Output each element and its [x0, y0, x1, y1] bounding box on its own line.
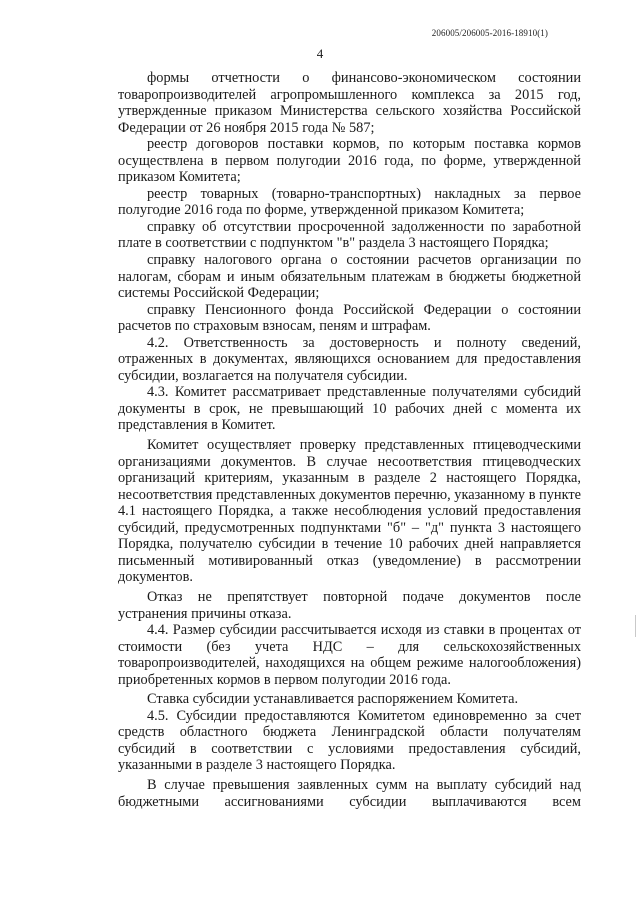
scan-edge-mark: [635, 615, 636, 637]
page-number: 4: [316, 46, 324, 61]
paragraph-4-2: 4.2. Ответственность за достоверность и полноту сведений, отраженных в документах, являющихся основанием для предоставления субсидии, возлагается на получателя субсидии.: [118, 334, 581, 384]
paragraph-pension-fund-certificate: справку Пенсионного фонда Российской Федерации о состоянии расчетов по страховым взносам, пеням и штрафам.: [118, 301, 581, 335]
paragraph-reporting-forms: формы отчетности о финансово-экономическом состоянии товаропроизводителей агропромышленного комплекса за 2015 год, утвержденные приказом Министерства сельского хозяйства Российской Федерации от 26 ноября 2015 года № 587;: [118, 70, 581, 136]
paragraph-feed-contracts-registry: реестр договоров поставки кормов, по которым поставка кормов осуществлена в первом полугодии 2016 года, по форме, утвержденной приказом Комитета;: [118, 136, 581, 186]
paragraph-waybills-registry: реестр товарных (товарно-транспортных) накладных за первое полугодие 2016 года по форме, утвержденной приказом Комитета;: [118, 185, 581, 219]
paragraph-refusal: Отказ не препятствует повторной подаче документов после устранения причины отказа.: [118, 588, 581, 622]
paragraph-committee-check: Комитет осуществляет проверку представленных птицеводческими организациями документов. В случае несоответствия птицеводческих организаций критериям, указанным в разделе 2 настоящего Порядка, несоответствия представленных документов перечню, указанному в пункте 4.1 настоящего Порядка, а также несоблюдения условий предоставления субсидий, предусмотренных подпунктами "б" – "д" пункта 3 настоящего Порядка, получателю субсидии в течение 10 рабочих дней направляется письменный мотивированный отказ (уведомление) в рассмотрении документов.: [118, 437, 581, 586]
document-body: [118, 70, 581, 810]
paragraph-tax-certificate: справку налогового органа о состоянии расчетов организации по налогам, сборам и иным обязательным платежам в бюджеты бюджетной системы Российской Федерации;: [118, 252, 581, 302]
paragraph-4-5: 4.5. Субсидии предоставляются Комитетом единовременно за счет средств областного бюджета Ленинградской области получателям субсидий в соответствии с условиями предоставления субсидий, указанными в разделе 3 настоящего Порядка.: [118, 707, 581, 774]
paragraph-salary-debt-certificate: справку об отсутствии просроченной задолженности по заработной плате в соответствии с подпунктом "в" раздела 3 настоящего Порядка;: [118, 218, 581, 252]
document-id: 206005/206005-2016-18910(1): [431, 28, 548, 38]
paragraph-subsidy-rate: Ставка субсидии устанавливается распоряжением Комитета.: [147, 691, 519, 708]
paragraph-4-4: 4.4. Размер субсидии рассчитывается исходя из ставки в процентах от стоимости (без учета НДС – для сельскохозяйственных товаропроизводителей, находящихся на общем режиме налогообложения) приобретенных кормов в первом полугодии 2016 года.: [118, 622, 581, 688]
paragraph-4-3: 4.3. Комитет рассматривает представленные получателями субсидий документы в срок, не превышающий 10 рабочих дней с момента их представления в Комитет.: [118, 384, 581, 434]
paragraph-excess-claims: В случае превышения заявленных сумм на выплату субсидий над бюджетными ассигнованиями субсидии выплачиваются всем: [118, 776, 581, 810]
